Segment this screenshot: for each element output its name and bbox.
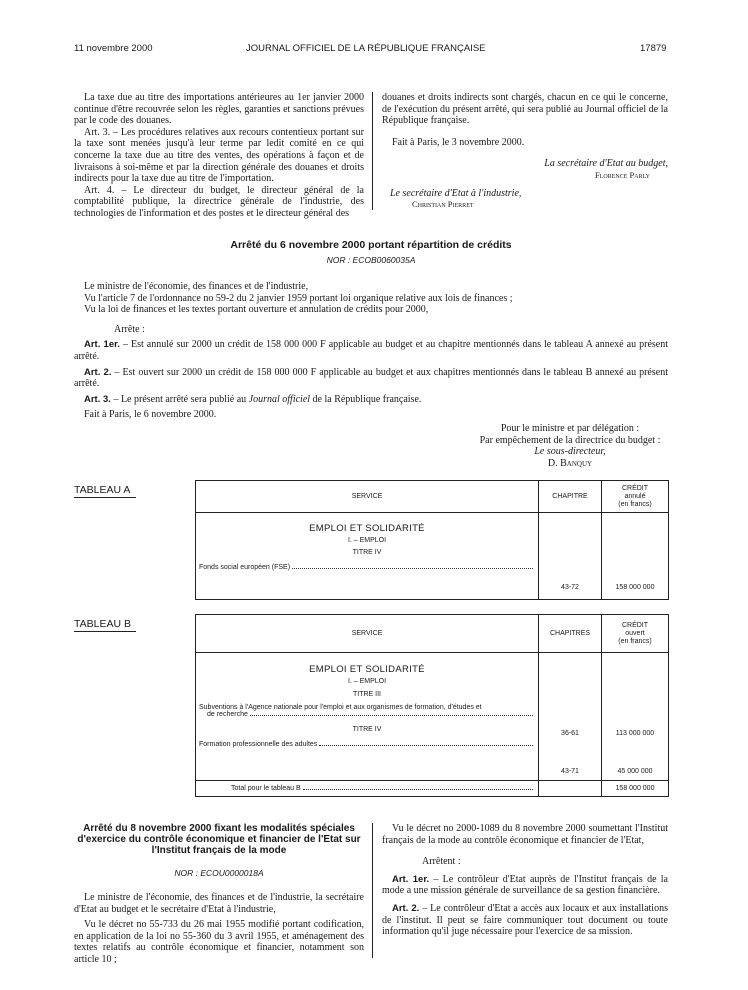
table-row-label: Subventions à l'Agence nationale pour l'emploi et aux organismes de formation, d'études et bbox=[199, 704, 482, 711]
decree1-fait: Fait à Paris, le 6 novembre 2000. bbox=[84, 409, 217, 421]
article-2: Art. 2. – Le contrôleur d'Etat a accès aux locaux et aux installations de l'institut. Il peut se faire communiquer tout document ou toute information qu'il juge nécessaire pour l'exercice de sa mission. bbox=[382, 902, 668, 938]
table-row: Fonds social européen (FSE) bbox=[199, 564, 535, 571]
titre-heading: TITRE III bbox=[353, 691, 381, 698]
table-cell-chapitre: 43-72 bbox=[539, 513, 602, 600]
article-label: Art. 1er. bbox=[84, 339, 120, 351]
table-cell-amounts: 113 000 000 45 000 000 bbox=[602, 653, 669, 781]
column-header-credit: CRÉDIT annulé (en francs) bbox=[602, 481, 669, 513]
article-label: Art. 2. bbox=[392, 902, 420, 914]
column-header-service: SERVICE bbox=[196, 615, 539, 653]
prev-decree-para: La taxe due au titre des importations antérieures au 1er janvier 2000 continue d'être recouvrée selon les règles, garanties et sanctions prévues par le code des douanes. bbox=[74, 92, 364, 127]
decree2-title: Arrêté du 8 novembre 2000 fixant les modalités spéciales d'exercice du contrôle économique et financier de l'Etat sur l'Institut français de la mode bbox=[77, 823, 361, 856]
subsection-heading: I. – EMPLOI bbox=[347, 678, 387, 685]
table-cell-chapitres: 36-61 43-71 bbox=[539, 653, 602, 781]
signature-role: Le sous-directeur, bbox=[534, 446, 606, 458]
column-header-credit: CRÉDIT ouvert (en francs) bbox=[602, 615, 669, 653]
column-header-chapitre: CHAPITRE bbox=[539, 481, 602, 513]
visa-para: Le ministre de l'économie, des finances et de l'industrie, la secrétaire d'Etat au budget et le secrétaire d'Etat à l'industrie, bbox=[74, 892, 364, 915]
visa-line: Vu l'article 7 de l'ordonnance no 59-2 du 2 janvier 1959 portant loi organique relative aux lois de finances ; bbox=[84, 292, 513, 304]
titre-heading: TITRE IV bbox=[352, 549, 382, 556]
signature-role: Le secrétaire d'Etat à l'industrie, bbox=[390, 187, 522, 199]
prev-decree-para: Art. 3. – Les procédures relatives aux recours contentieux portant sur la taxe sont menées jusqu'à leur terme par ledit comité en ce qui concerne la taxe due au titre des ventes, des opérations à façon et de livraisons à soi-même et par la direction générale des douanes et droits indirects pour la taxe due au titre de l'importation. bbox=[74, 126, 364, 185]
article-label: Art. 2. bbox=[84, 366, 112, 378]
visa-para: Vu le décret no 55-733 du 26 mai 1955 modifié portant codification, en application de la loi no 55-360 du 3 avril 1955, et aménagement des textes relatifs au contrôle économique et financier, notamment son article 10 ; bbox=[74, 919, 364, 965]
signature-line: Pour le ministre et par délégation : bbox=[500, 423, 640, 434]
header-date: 11 novembre 2000 bbox=[74, 43, 153, 54]
table-total-empty bbox=[539, 781, 602, 797]
table-body-service bbox=[196, 653, 539, 781]
header-page-number: 17879 bbox=[640, 43, 667, 54]
article-3: Art. 3. – Le présent arrêté sera publié au Journal officiel de la République française. bbox=[84, 393, 422, 405]
tableau-a-label: TABLEAU A bbox=[74, 484, 136, 498]
column-divider bbox=[372, 92, 373, 210]
table-total-label: Total pour le tableau B bbox=[196, 781, 539, 797]
decree-title: Arrêté du 6 novembre 2000 portant répartition de crédits bbox=[230, 239, 512, 251]
signature-name: Florence Parly bbox=[595, 169, 650, 180]
prev-decree-para: douanes et droits indirects sont chargés, chacun en ce qui le concerne, de l'exécution du présent arrêté, qui sera publié au Journal officiel de la République française. bbox=[382, 92, 668, 127]
nor-reference: NOR : ECOU0000018A bbox=[174, 868, 264, 878]
prev-decree-para: Art. 4. – Le directeur du budget, le directeur général de la comptabilité publique, la directrice générale de l'industrie, des technologies de l'information et des postes et le directeur général des bbox=[74, 184, 364, 219]
prev-decree-fait: Fait à Paris, le 3 novembre 2000. bbox=[392, 136, 525, 148]
tableau-a bbox=[195, 480, 669, 600]
tableau-b-label: TABLEAU B bbox=[74, 618, 136, 632]
article-1: Art. 1er. – Est annulé sur 2000 un crédit de 158 000 000 F applicable au budget et au chapitre mentionnés dans le tableau A annexé au présent arrêté. bbox=[74, 339, 668, 362]
subsection-heading: I. – EMPLOI bbox=[347, 537, 387, 544]
nor-reference: NOR : ECOB0060035A bbox=[326, 255, 416, 265]
visa-para: Vu le décret no 2000-1089 du 8 novembre 2000 soumettant l'Institut français de la mode au contrôle économique et financier de l'Etat, bbox=[382, 823, 668, 846]
decree2-right-column bbox=[382, 823, 668, 938]
table-row: de recherche bbox=[199, 711, 535, 718]
titre-heading: TITRE IV bbox=[352, 726, 382, 733]
column-divider bbox=[372, 823, 373, 958]
decree1-visas bbox=[74, 281, 668, 421]
article-2: Art. 2. – Est ouvert sur 2000 un crédit de 158 000 000 F applicable au budget et aux chapitres mentionnés dans le tableau B annexé au présent arrêté. bbox=[74, 366, 668, 390]
visa-line: Vu la loi de finances et les textes portant ouverture et annulation de crédits pour 2000, bbox=[84, 304, 429, 316]
tableau-b bbox=[195, 614, 669, 797]
section-heading: EMPLOI ET SOLIDARITÉ bbox=[309, 664, 425, 675]
decree1-signature bbox=[440, 423, 700, 469]
signature-role: La secrétaire d'Etat au budget, bbox=[544, 158, 668, 170]
table-total-amount: 158 000 000 bbox=[602, 781, 669, 797]
column-header-chapitres: CHAPITRES bbox=[539, 615, 602, 653]
table-cell-amount: 158 000 000 bbox=[602, 513, 669, 600]
article-label: Art. 3. bbox=[84, 393, 111, 405]
section-heading: EMPLOI ET SOLIDARITÉ bbox=[309, 523, 425, 534]
arretent-line: Arrêtent : bbox=[422, 856, 461, 868]
table-body-service bbox=[196, 513, 539, 600]
visa-line: Le ministre de l'économie, des finances et de l'industrie, bbox=[84, 281, 309, 292]
signature-line: Par empêchement de la directrice du budget : bbox=[479, 434, 661, 446]
article-1: Art. 1er. – Le contrôleur d'Etat auprès de l'Institut français de la mode a une mission générale de surveillance de sa gestion financière. bbox=[382, 873, 668, 897]
decree2-left-column bbox=[74, 892, 364, 966]
arrete-line: Arrête : bbox=[114, 323, 145, 335]
article-label: Art. 1er. bbox=[392, 873, 430, 885]
column-header-service: SERVICE bbox=[196, 481, 539, 513]
signature-name: Christian Pierret bbox=[412, 199, 474, 210]
prev-decree-right-column bbox=[382, 92, 668, 211]
header-title: JOURNAL OFFICIEL DE LA RÉPUBLIQUE FRANÇAISE bbox=[246, 43, 486, 54]
signature-name: D. Banquy bbox=[547, 457, 593, 469]
table-row: Formation professionnelle des adultes bbox=[199, 741, 535, 748]
prev-decree-left-column bbox=[74, 92, 364, 220]
